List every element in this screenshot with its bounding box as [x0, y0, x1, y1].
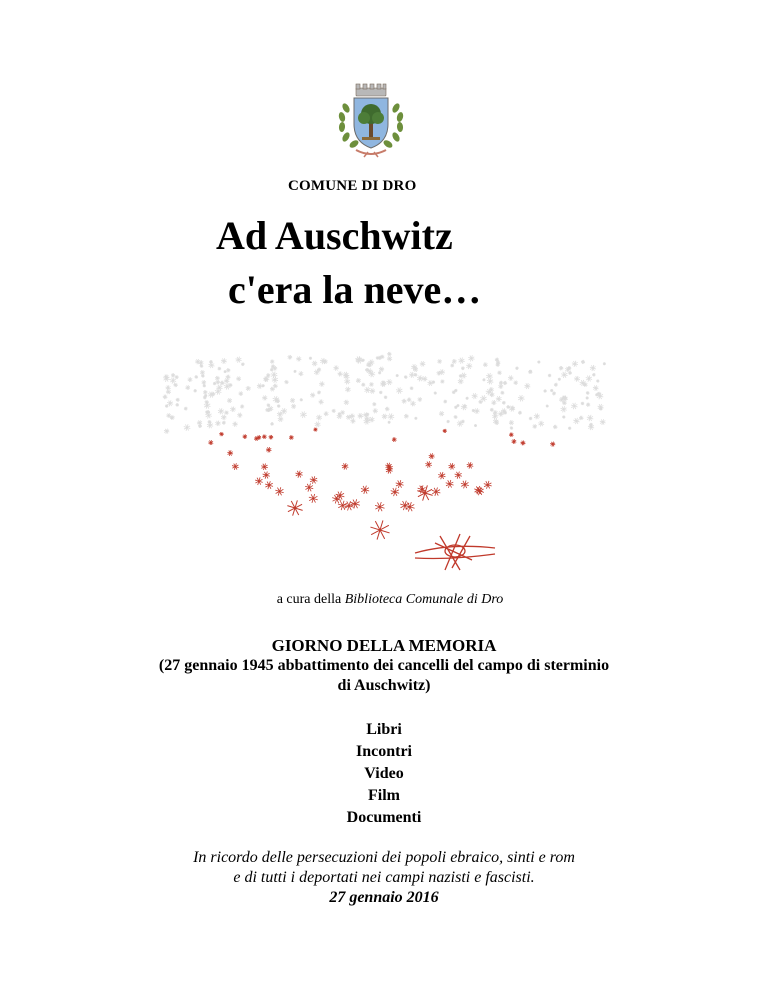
curator-line: [0, 592, 768, 608]
title-line-1: Ad Auschwitz: [216, 213, 453, 258]
dedication-line-1: In ricordo delle persecuzioni dei popoli ebraico, sinti e rom: [193, 849, 575, 866]
contents-list: [0, 719, 768, 829]
event-subtitle-line-2: di Auschwitz): [337, 677, 431, 694]
library-name: Biblioteca Comunale di Dro: [344, 592, 504, 607]
title-line-2: c'era la neve…: [228, 267, 482, 312]
dedication-date: 27 gennaio 2016: [329, 889, 439, 906]
list-item: Video: [364, 765, 404, 782]
event-subtitle: [0, 656, 768, 696]
dedication: [0, 848, 768, 908]
dedication-line-2: e di tutti i deportati nei campi nazisti e fascisti.: [233, 869, 535, 886]
snowflakes-barbed-wire-icon: [160, 348, 610, 588]
curator-prefix: a cura della: [276, 592, 345, 607]
event-subtitle-line-1: (27 gennaio 1945 abbattimento dei cancelli del campo di sterminio: [158, 657, 610, 674]
municipal-coat-of-arms-icon: [328, 82, 414, 158]
list-item: Incontri: [356, 743, 412, 760]
municipality-name: COMUNE DI DRO: [288, 178, 417, 194]
list-item: Libri: [366, 721, 402, 738]
list-item: Film: [368, 787, 400, 804]
event-name: GIORNO DELLA MEMORIA: [271, 636, 497, 655]
list-item: Documenti: [346, 809, 422, 826]
